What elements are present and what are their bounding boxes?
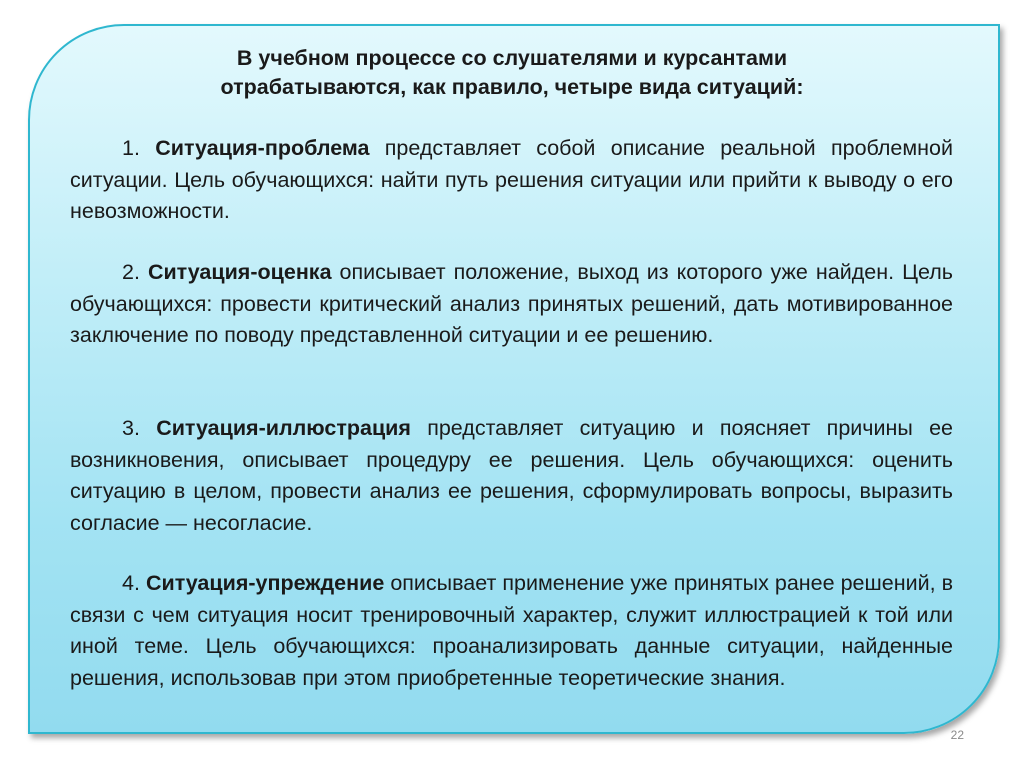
item-text: описывает применение уже принятых ранее решений, в связи с чем ситуация носит тренировочный характер, служит иллюстрацией к той или иной теме. Цель обучающихся: проанализировать данные ситуации, найденные решения, использовав при этом приобретенные теоретические знания. <box>70 571 953 690</box>
item-term: Ситуация-упреждение <box>145 571 385 595</box>
slide-title-line-1: В учебном процессе со слушателями и курсантами <box>236 46 788 70</box>
slide-title <box>70 44 954 102</box>
item-text: представляет ситуацию и поясняет причины ее возникновения, описывает процедуру ее решения. Цель обучающихся: оценить ситуацию в целом, провести анализ ее решения, сформулировать вопросы, выразить согласие — несогласие. <box>70 416 953 535</box>
item-text: представляет собой описание реальной проблемной ситуации. Цель обучающихся: найти путь решения ситуации или прийти к выводу о его невозможности. <box>70 136 953 223</box>
situation-item-3 <box>70 413 953 539</box>
item-term: Ситуация-проблема <box>155 136 370 160</box>
item-term: Ситуация-иллюстрация <box>156 416 411 440</box>
item-text: описывает положение, выход из которого уже найден. Цель обучающихся: провести критический анализ принятых решений, дать мотивированное заключение по поводу представленной ситуации и ее решению. <box>70 260 953 347</box>
item-number: 3. <box>122 416 140 440</box>
item-number: 4. <box>122 571 140 595</box>
item-number: 1. <box>122 136 140 160</box>
situation-item-2 <box>70 257 953 352</box>
item-number: 2. <box>122 260 140 284</box>
situation-item-1 <box>70 133 953 228</box>
situation-item-4 <box>70 568 953 694</box>
item-term: Ситуация-оценка <box>147 260 332 284</box>
page-number: 22 <box>950 728 964 742</box>
slide-title-line-2: отрабатываются, как правило, четыре вида ситуаций: <box>220 75 804 99</box>
